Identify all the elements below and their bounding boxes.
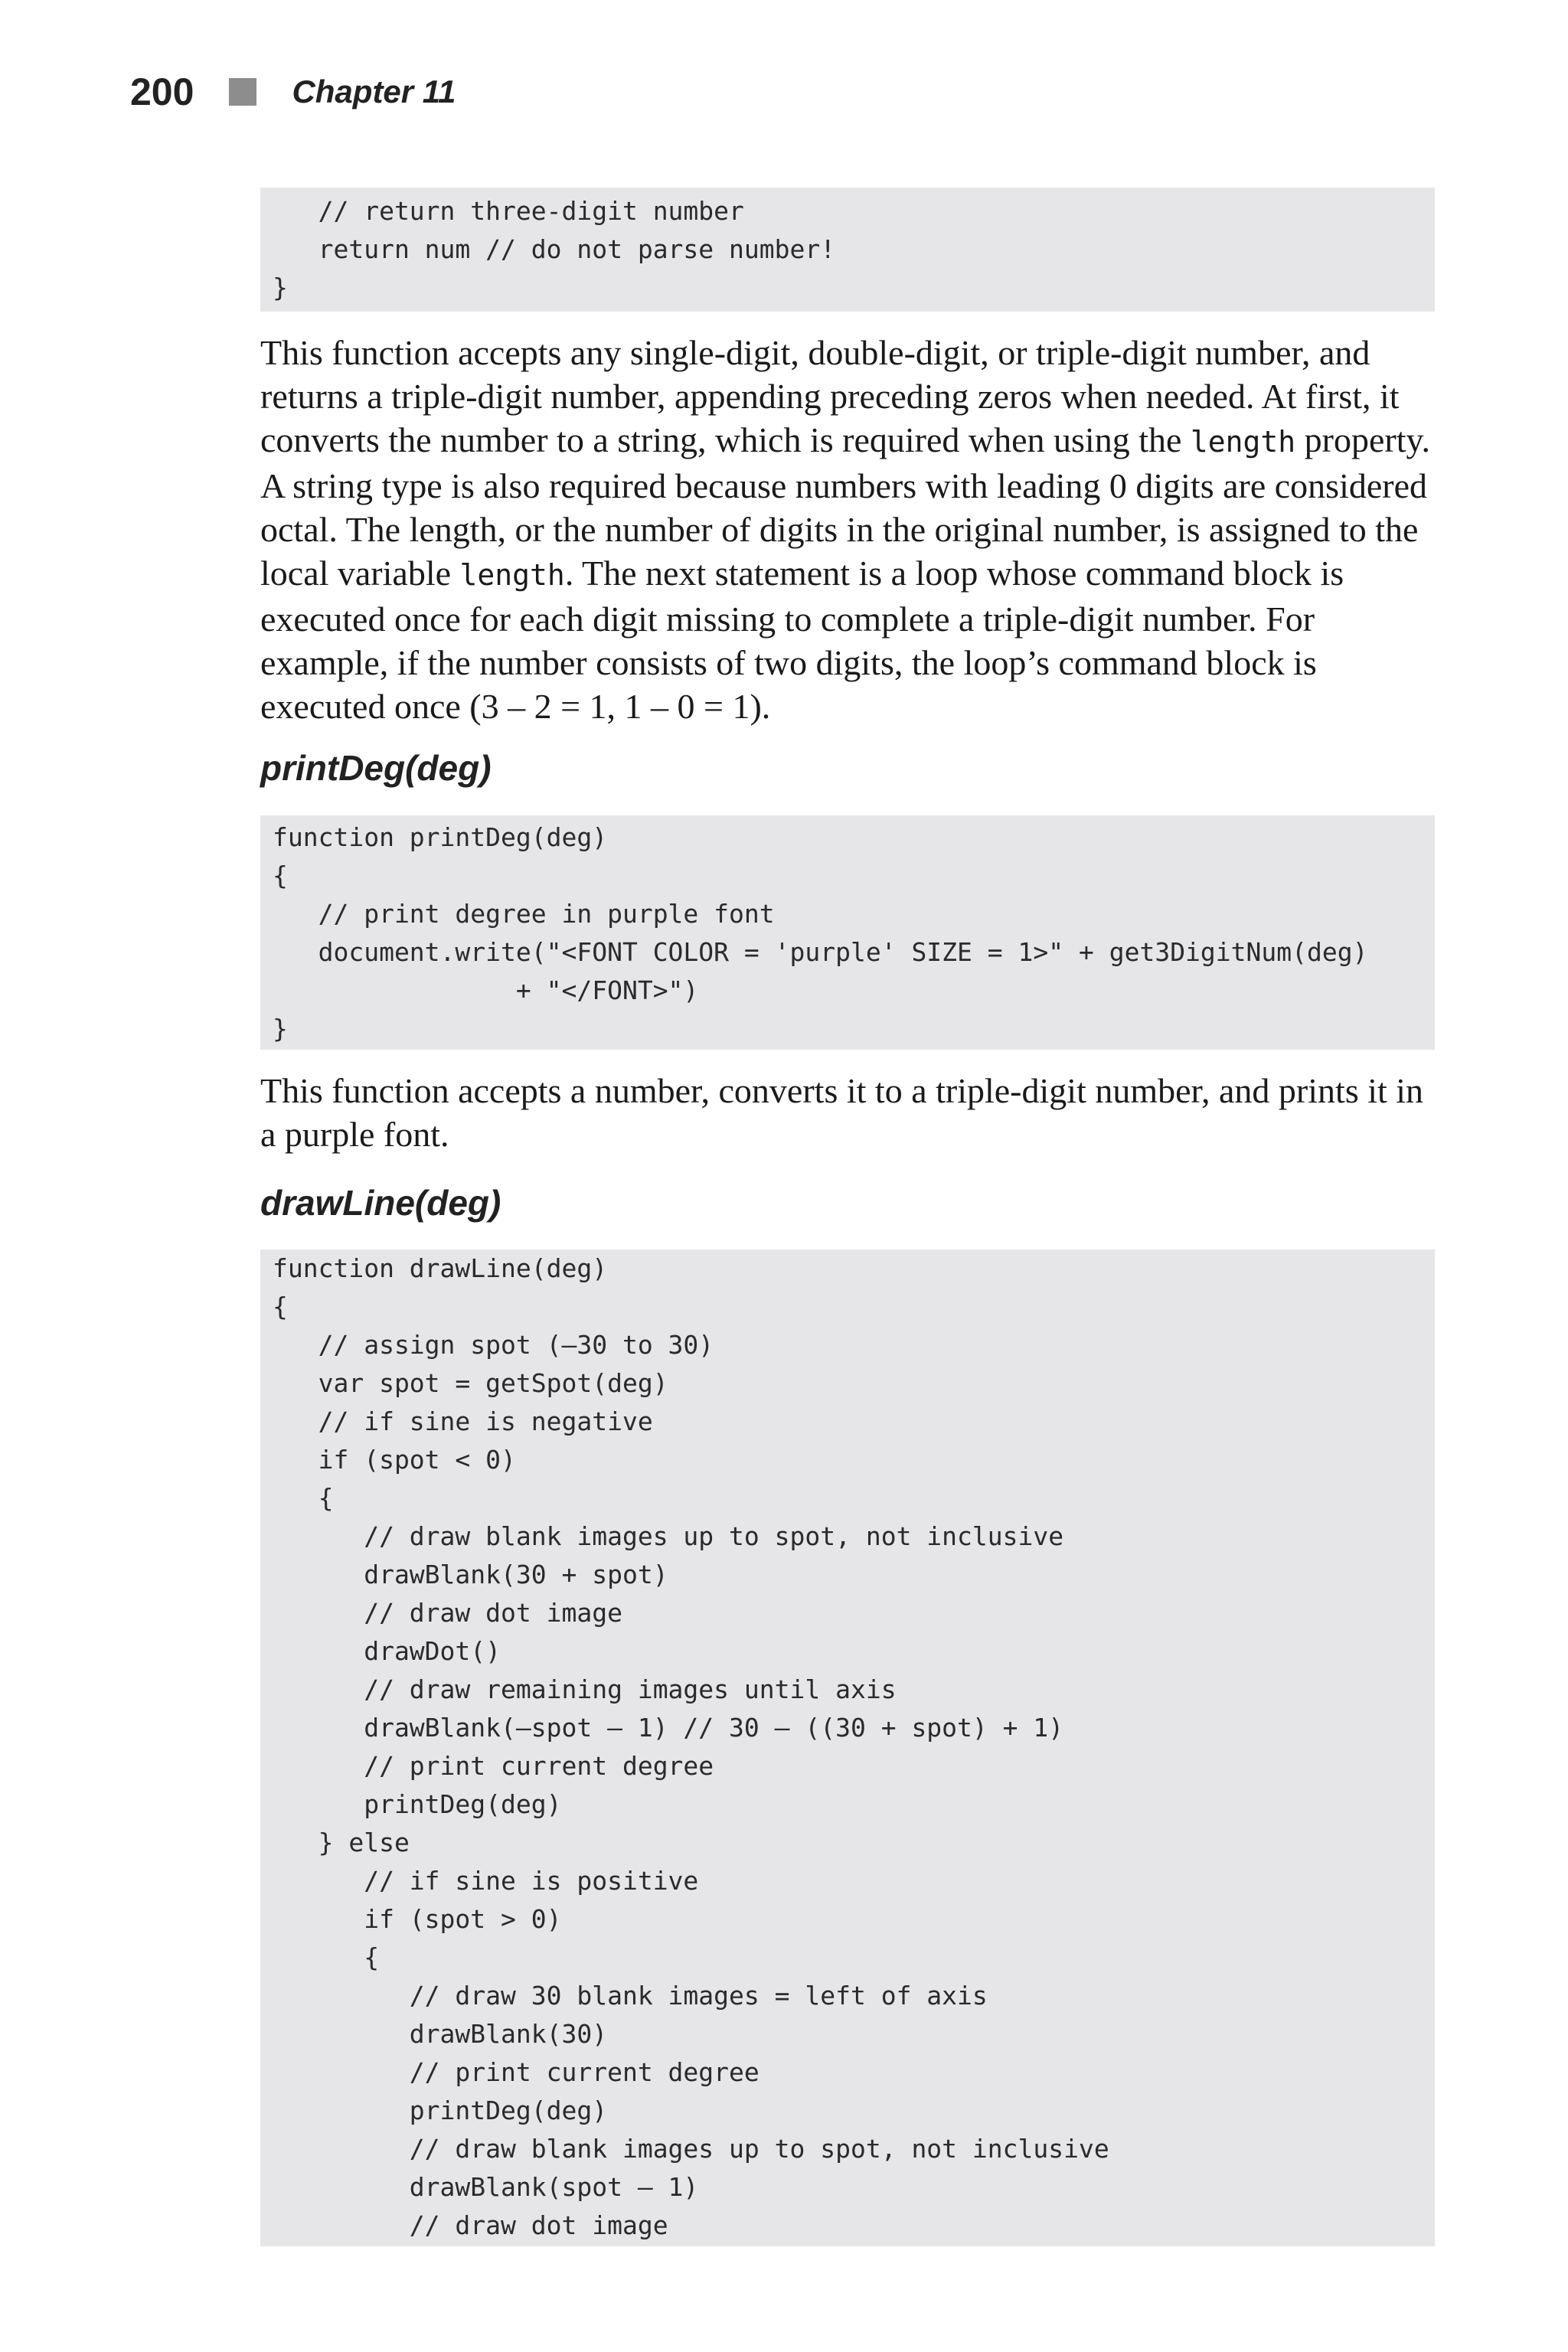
code-line: // draw blank images up to spot, not inclusive: [273, 1521, 1064, 1551]
code-line: var spot = getSpot(deg): [273, 1368, 668, 1398]
code-line: drawBlank(30 + spot): [273, 1560, 668, 1589]
code-line: // draw remaining images until axis: [273, 1674, 897, 1704]
section-heading-printdeg: printDeg(deg): [260, 748, 492, 788]
page-number: 200: [130, 70, 194, 113]
code-line: drawDot(): [273, 1636, 501, 1666]
paragraph-get3digitnum-explanation: [260, 331, 1435, 728]
chapter-label: Chapter 11: [292, 74, 456, 109]
code-line: // print current degree: [273, 2057, 760, 2087]
code-block-get3digitnum-end: [260, 188, 1435, 312]
code-line: // draw 30 blank images = left of axis: [273, 1981, 988, 2011]
code-line: // draw dot image: [273, 1598, 622, 1628]
code-line: if (spot < 0): [273, 1445, 516, 1475]
code-line: }: [273, 1014, 288, 1044]
code-line: // assign spot (–30 to 30): [273, 1330, 714, 1360]
code-line: // draw dot image: [273, 2210, 668, 2240]
paragraph-text: This function accepts any single-digit, double-digit, or triple-digit number, and returns a triple-digit number, appending preceding zeros when needed. At first, it converts the number to a string, which is required when using the: [260, 333, 1400, 459]
code-line: } else: [273, 1828, 410, 1857]
header-square-marker: [229, 78, 256, 106]
code-line: document.write("<FONT COLOR = 'purple' SIZE = 1>" + get3DigitNum(deg): [273, 937, 1368, 967]
inline-code-length: length: [459, 558, 565, 592]
code-line: // print current degree: [273, 1751, 714, 1781]
code-block-drawline: [260, 1250, 1435, 2246]
code-line: // draw blank images up to spot, not inclusive: [273, 2134, 1109, 2164]
inline-code-length: length: [1190, 425, 1296, 459]
code-line: drawBlank(spot – 1): [273, 2172, 699, 2202]
paragraph-text: property. A string type is also required because numbers with leading 0 digits are considered octal. The length, or the number of digits in the original number, is assigned to the local variable: [260, 420, 1431, 593]
code-line: {: [273, 861, 288, 890]
code-line: function drawLine(deg): [273, 1253, 608, 1283]
code-line: + "</FONT>"): [273, 975, 699, 1005]
code-block-printdeg: [260, 815, 1435, 1050]
running-header: [130, 67, 456, 116]
code-line: }: [273, 273, 288, 302]
code-line: printDeg(deg): [273, 2096, 608, 2125]
code-line: drawBlank(–spot – 1) // 30 – ((30 + spot) + 1): [273, 1713, 1064, 1743]
paragraph-text: . The next statement is a loop whose command block is executed once for each digit missing to complete a triple-digit number. For example, if the number consists of two digits, the loop’s command block is executed once (3 – 2 = 1, 1 – 0 = 1).: [260, 554, 1344, 726]
code-line: {: [273, 1292, 288, 1321]
code-line: {: [273, 1483, 334, 1513]
code-line: {: [273, 1942, 380, 1972]
code-line: // print degree in purple font: [273, 899, 775, 929]
code-line: if (spot > 0): [273, 1904, 562, 1934]
code-line: // if sine is positive: [273, 1866, 699, 1896]
code-line: printDeg(deg): [273, 1789, 562, 1819]
code-line: drawBlank(30): [273, 2019, 608, 2049]
paragraph-printdeg-explanation: This function accepts a number, converts it to a triple-digit number, and prints it in a purple font.: [260, 1071, 1424, 1154]
code-line: // if sine is negative: [273, 1406, 653, 1436]
code-line: function printDeg(deg): [273, 822, 608, 852]
code-line: // return three-digit number: [273, 196, 744, 226]
code-line: return num // do not parse number!: [273, 234, 836, 264]
section-heading-drawline: drawLine(deg): [260, 1183, 501, 1223]
